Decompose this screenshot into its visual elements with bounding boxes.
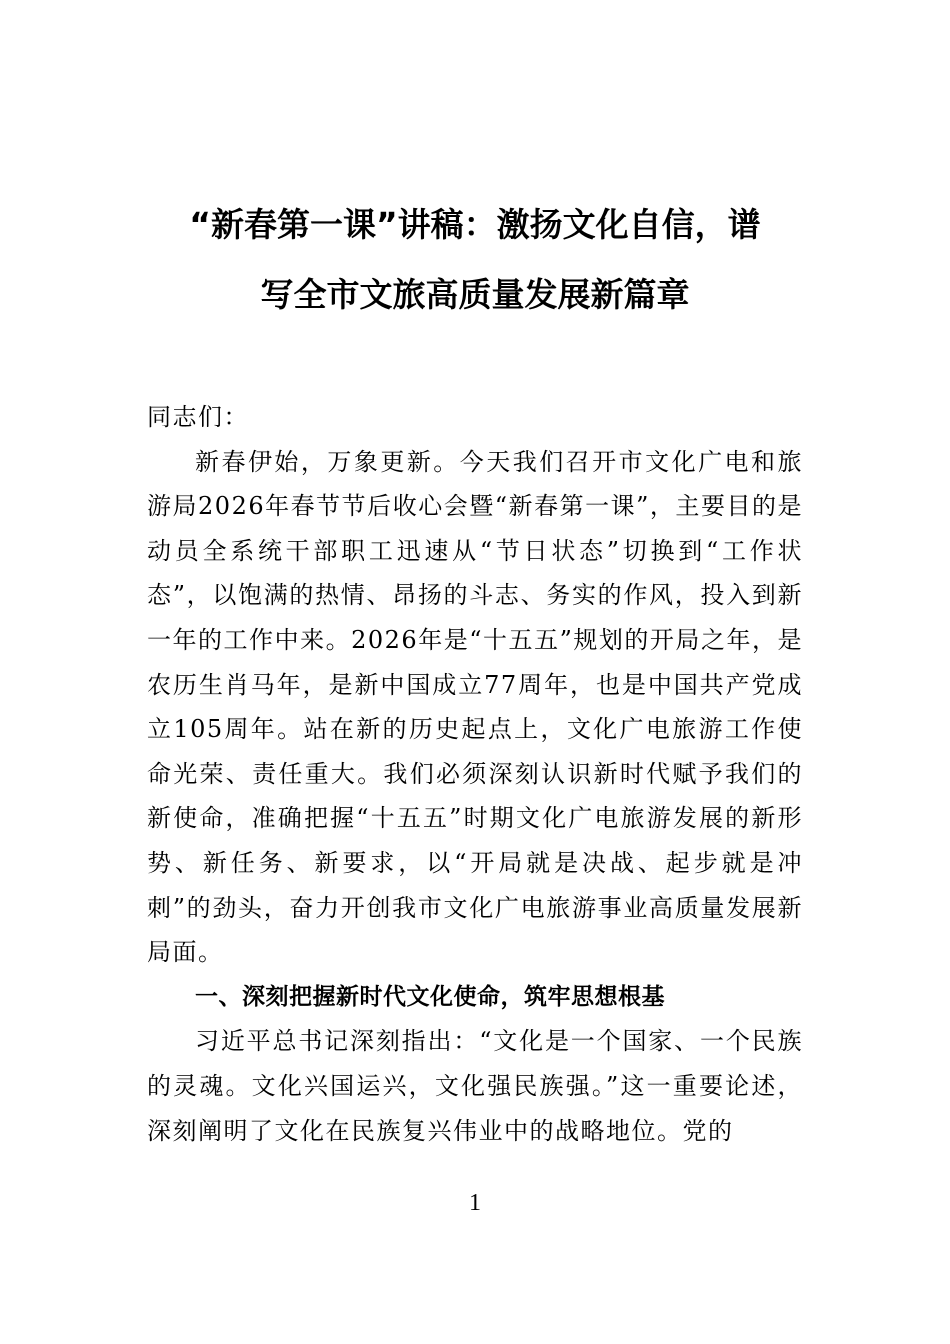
title-line-1: “新春第一课”讲稿：激扬文化自信，谱 bbox=[189, 205, 761, 244]
paragraph-opening: 新春伊始，万象更新。今天我们召开市文化广电和旅游局2026年春节节后收心会暨“新春第一课”，主要目的是动员全系统干部职工迅速从“节日状态”切换到“工作状态”，以饱满的热情、昂扬的斗志、务实的作风，投入到新一年的工作中来。2026年是“十五五”规划的开局之年，是农历生肖马年，是新中国成立77周年，也是中国共产党成立105周年。站在新的历史起点上，文化广电旅游工作使命光荣、责任重大。我们必须深刻认识新时代赋予我们的新使命，准确把握“十五五”时期文化广电旅游发展的新形势、新任务、新要求，以“开局就是决战、起步就是冲刺”的劲头，奋力开创我市文化广电旅游事业高质量发展新局面。 bbox=[147, 447, 803, 967]
document-title bbox=[140, 190, 810, 330]
section-heading-1: 一、深刻把握新时代文化使命，筑牢思想根基 bbox=[195, 983, 665, 1010]
page-number: 1 bbox=[469, 1190, 481, 1216]
title-line-2: 写全市文旅高质量发展新篇章 bbox=[260, 275, 690, 314]
salutation: 同志们： bbox=[147, 403, 249, 431]
paragraph-section-1: 习近平总书记深刻指出：“文化是一个国家、一个民族的灵魂。文化兴国运兴，文化强民族强。”这一重要论述，深刻阐明了文化在民族复兴伟业中的战略地位。党的 bbox=[147, 1027, 803, 1145]
document-body bbox=[147, 395, 803, 1153]
